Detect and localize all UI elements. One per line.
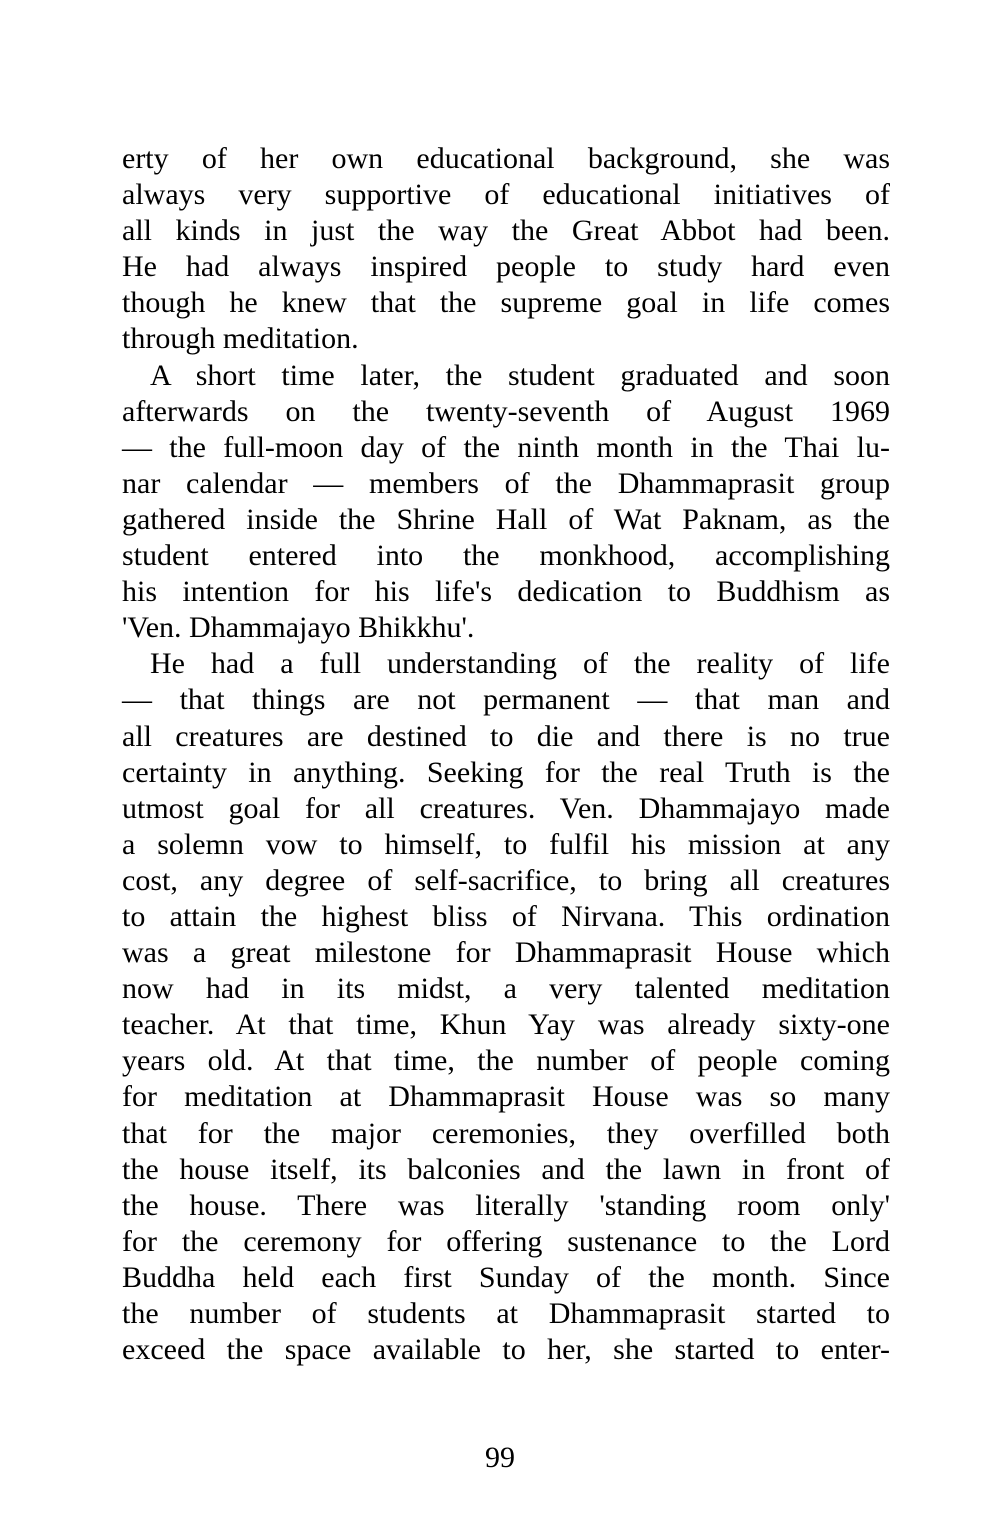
text-line: Buddha held each first Sunday of the month. Since: [122, 1260, 890, 1294]
text-line: his intention for his life's dedication to Buddhism as: [122, 575, 890, 609]
text-line: a solemn vow to himself, to fulfil his mission at any: [122, 827, 890, 861]
text-line: He had always inspired people to study hard even: [122, 250, 890, 284]
text-line: — the full-moon day of the ninth month in the Thai lu-: [122, 430, 890, 464]
text-line: though he knew that the supreme goal in life comes: [122, 286, 890, 320]
text-line: the number of students at Dhammaprasit started to: [122, 1297, 890, 1330]
text-line: 'Ven. Dhammajayo Bhikkhu'.: [122, 611, 475, 645]
text-line: gathered inside the Shrine Hall of Wat Paknam, as the: [122, 502, 890, 536]
text-line: for the ceremony for offering sustenance to the Lord: [122, 1224, 890, 1258]
text-line: He had a full understanding of the reality of life: [150, 647, 890, 681]
text-line: certainty in anything. Seeking for the real Truth is the: [122, 755, 890, 789]
body-text: [122, 141, 890, 1368]
text-line: utmost goal for all creatures. Ven. Dhammajayo made: [122, 791, 890, 825]
text-line: now had in its midst, a very talented meditation: [122, 972, 890, 1006]
text-line: all creatures are destined to die and there is no true: [122, 719, 890, 753]
text-line: through meditation.: [122, 322, 359, 356]
text-line: — that things are not permanent — that man and: [122, 683, 890, 717]
text-line: afterwards on the twenty-seventh of August 1969: [122, 394, 890, 428]
text-line: was a great milestone for Dhammaprasit House which: [122, 936, 890, 970]
text-line: student entered into the monkhood, accomplishing: [122, 539, 890, 573]
text-line: years old. At that time, the number of people coming: [122, 1044, 890, 1078]
text-line: teacher. At that time, Khun Yay was already sixty-one: [122, 1008, 890, 1042]
text-line: for meditation at Dhammaprasit House was so many: [122, 1080, 890, 1114]
text-line: the house. There was literally 'standing room only': [122, 1188, 890, 1222]
text-line: that for the major ceremonies, they overfilled both: [122, 1116, 890, 1150]
text-line: erty of her own educational background, she was: [122, 142, 890, 175]
text-line: cost, any degree of self-sacrifice, to bring all creatures: [122, 863, 890, 897]
text-line: exceed the space available to her, she started to enter-: [122, 1333, 890, 1367]
text-line: nar calendar — members of the Dhammaprasit group: [122, 466, 890, 500]
text-line: always very supportive of educational initiatives of: [122, 178, 890, 212]
page-number: 99: [485, 1441, 515, 1474]
text-line: to attain the highest bliss of Nirvana. This ordination: [122, 899, 890, 933]
text-line: A short time later, the student graduated and soon: [150, 358, 890, 392]
text-line: the house itself, its balconies and the lawn in front of: [122, 1152, 890, 1186]
text-line: all kinds in just the way the Great Abbot had been.: [122, 214, 890, 248]
